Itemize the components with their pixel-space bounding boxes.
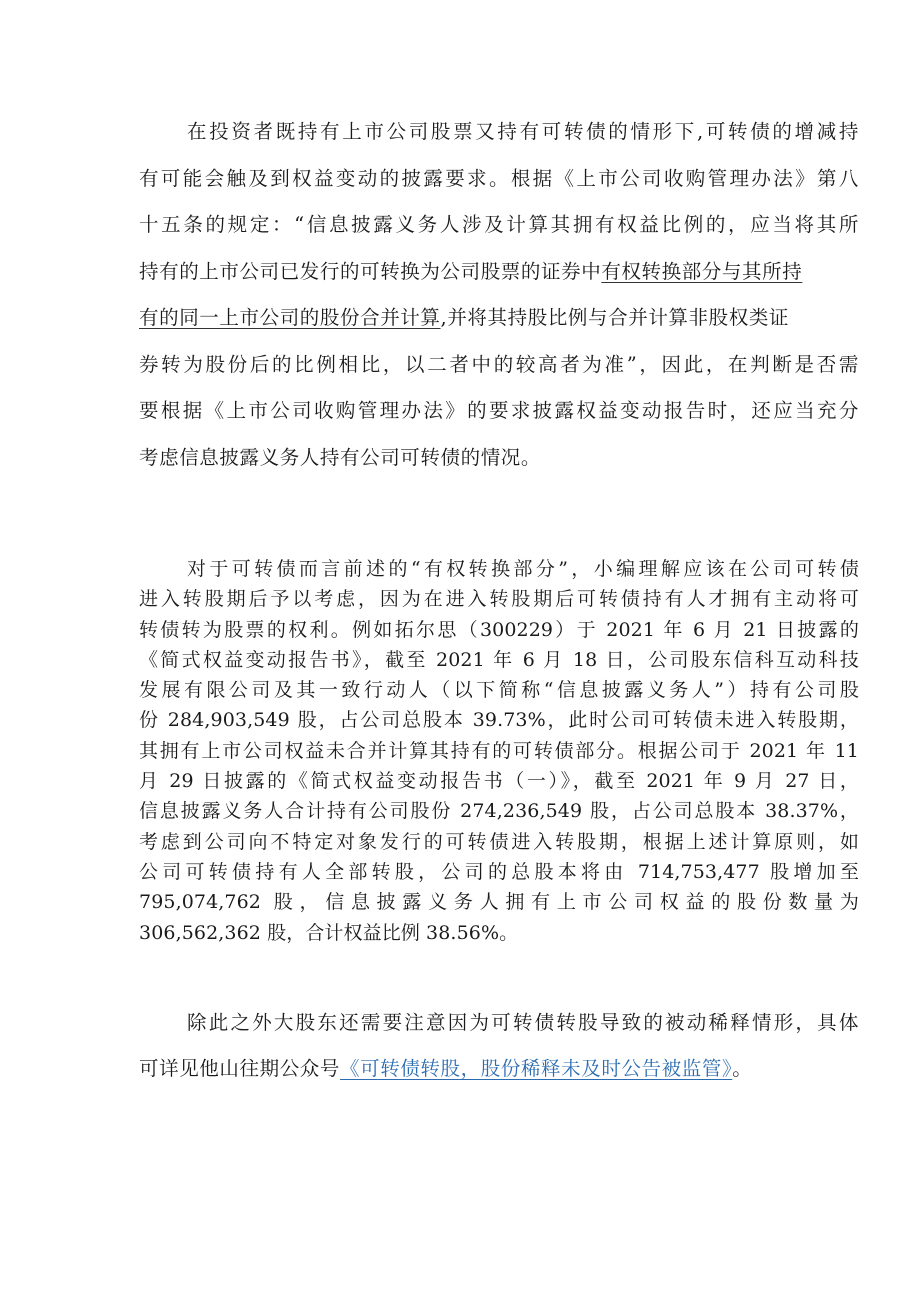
text-line: 月 29 日披露的《简式权益变动报告书（一）》，截至 2021 年 9 月 27 日， (139, 770, 859, 793)
text-line (139, 298, 859, 345)
text-line: 对于可转债而言前述的“有权转换部分”，小编理解应该在公司可转债 (187, 558, 859, 580)
text-line: 考虑信息披露义务人持有公司可转债的情况。 (139, 445, 542, 469)
text-line: 十五条的规定：“信息披露义务人涉及计算其拥有权益比例的，应当将其所 (139, 213, 859, 236)
text-segment: ,并将其持股比例与合并计算非股权类证 (440, 306, 790, 329)
text-line: 除此之外大股东还需要注意因为可转债转股导致的被动稀释情形，具体 (187, 1011, 859, 1034)
text-line: 公司可转债持有人全部转股，公司的总股本将由 714,753,477 股增加至 (139, 860, 859, 883)
text-line: 其拥有上市公司权益未合并计算其持有的可转债部分。根据公司于 2021 年 11 (139, 739, 859, 762)
underlined-text: 有权转换部分与其所持 (601, 259, 803, 283)
text-line: 在投资者既持有上市公司股票又持有可转债的情形下,可转债的增减持 (187, 120, 859, 143)
text-line: 有可能会触及到权益变动的披露要求。根据《上市公司收购管理办法》第八 (139, 166, 859, 190)
article-link[interactable]: 《可转债转股，股份稀释未及时公告被监管》 (340, 1057, 733, 1080)
text-line: 份 284,903,549 股，占公司总股本 39.73%，此时公司可转债未进入转股期， (139, 709, 859, 732)
paragraph-dilution-note (139, 1003, 859, 1095)
text-segment: 。 (732, 1057, 753, 1080)
text-line: 发展有限公司及其一致行动人（以下简称“信息披露义务人”）持有公司股 (139, 679, 859, 702)
text-line: 信息披露义务人合计持有公司股份 274,236,549 股，占公司总股本 38.37%， (139, 800, 859, 823)
text-line: 券转为股份后的比例相比，以二者中的较高者为准”，因此，在判断是否需 (139, 352, 859, 376)
paragraph-conversion-example (139, 554, 859, 948)
text-segment: 可详见他山往期公众号 (139, 1057, 341, 1080)
text-line: 306,562,362 股，合计权益比例 38.56%。 (139, 921, 519, 944)
text-line: 要根据《上市公司收购管理办法》的要求披露权益变动报告时，还应当充分 (139, 399, 859, 422)
text-line: 795,074,762 股，信息披露义务人拥有上市公司权益的股份数量为 (139, 891, 859, 914)
text-line: 进入转股期后予以考虑，因为在进入转股期后可转债持有人才拥有主动将可 (139, 588, 859, 611)
text-line: 转债转为股票的权利。例如拓尔思（300229）于 2021 年 6 月 21 日披露的 (139, 618, 859, 641)
text-line: 《简式权益变动报告书》，截至 2021 年 6 月 18 日，公司股东信科互动科技 (139, 648, 859, 671)
paragraph-convertible-bond-disclosure (139, 112, 859, 484)
text-line (139, 1049, 859, 1095)
underlined-text: 有的同一上市公司的股份合并计算 (139, 306, 441, 329)
text-segment: 持有的上市公司已发行的可转换为公司股票的证券中 (139, 259, 602, 283)
text-line: 考虑到公司向不特定对象发行的可转债进入转股期，根据上述计算原则，如 (139, 830, 859, 853)
text-line (139, 252, 859, 299)
